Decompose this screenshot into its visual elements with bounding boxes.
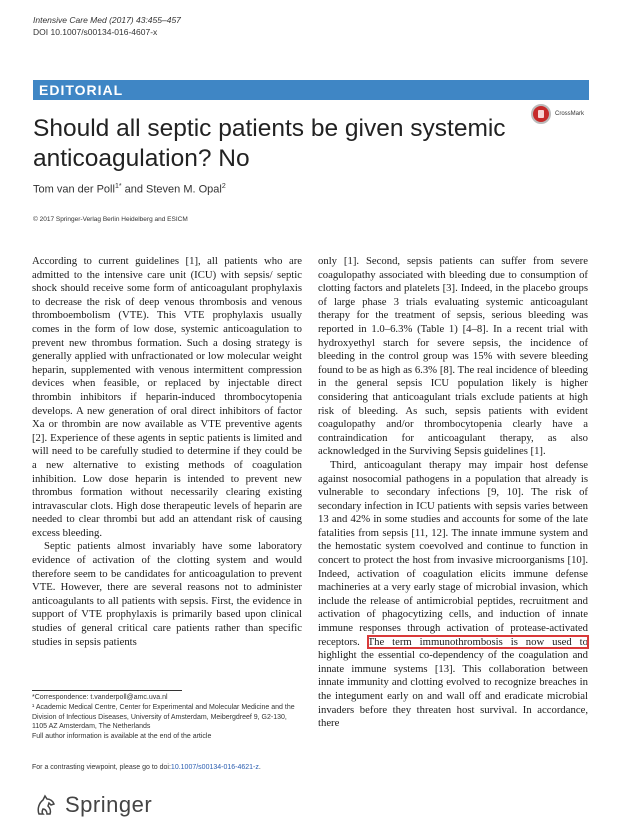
section-label: EDITORIAL — [39, 82, 124, 98]
article-title: Should all septic patients be given systemic anticoagulation? No — [33, 115, 506, 172]
author-conjunction: and — [121, 183, 147, 196]
body-paragraph: According to current guidelines [1], all patients who are admitted to the intensive care unit (ICU) with sepsis/ septic shock should receive some form of anticoagulant prophylaxis to decrease the risk of deep venous thrombosis and venous thromboembolism (VTE). This VTE prophylaxis usually comes in the form of low dose, systemic anticoagulation to prevent new thrombus formation. Such a dosing strategy is generally applied with unfractionated or low molecular weight heparin, supplemented with venous intermittent compression devices when feasible, or replaced by injectable direct thrombin inhibitors if heparin-induced thrombocytopenia develops. A new generation of oral direct inhibitors of factor Xa or thrombin are now available as VTE preventive agents [2]. Experience of these agents in septic patients is limited and will need to be carefully studied to determine if they could be a new alternative to existing methods of coagulation inhibition. Low dose heparin is intended to prevent new thrombus formation without necessarily clearing existing intravascular clots. High dose therapeutic levels of heparin are needed to clear thrombi but add an attendant risk of causing excess bleeding. — [32, 255, 302, 539]
footnote-divider — [32, 690, 182, 691]
author-info-note: Full author information is available at the end of the article — [32, 733, 212, 741]
doi-label: DOI 10.1007/s00134-016-4607-x — [33, 27, 158, 37]
author-affiliation-mark: 1* — [114, 183, 122, 190]
footnotes — [32, 693, 302, 742]
crossmark-label: CrossMark — [555, 111, 585, 117]
affiliation-note: ¹ Academic Medical Centre, Center for Experimental and Molecular Medicine and the Division of Infectious Diseases, University of Amsterdam, Meibergdreef 9, G2-130, 1105 AZ Amsterdam, The Netherlands — [32, 703, 295, 731]
correspondence-note: *Correspondence: t.vanderpoll@amc.uva.nl — [32, 694, 168, 701]
body-text: Third, anticoagulant therapy may impair host defense against nosocomial pathogens in a population that already is vulnerable to secondary infections [9, 10]. The risk of secondary infection in ICU patients with sepsis varies between 13 and 42% in some studies and accounts for some of the late fatalities from sepsis [11, 12]. The innate immune system and the hemostatic system coevolved and continue to function in concert to protect the host from invasive microorganisms [10]. Indeed, activation of coagulation elicits immune defense machineries at a very early stage of microbial invasion, which include the release of antimicrobial peptides, recruitment and activation of phagocytizing cells, and induction of innate immune responses through activation of protease-activated receptors. — [318, 458, 588, 648]
editorial-section-bar — [33, 80, 589, 100]
author-affiliation-mark: 2 — [221, 183, 226, 190]
contrast-prefix: For a contrasting viewpoint, please go to doi: — [32, 764, 171, 771]
body-paragraph — [318, 459, 588, 731]
body-text: highlight the essential co-dependency of the coagulation and innate immune systems [13]. This collaboration between innate immunity and clotting evolved to recognize breaches in the integument early on and wall off and eradicate microbial invaders before they threaten host survival. In accordance, there — [318, 649, 588, 730]
copyright-notice: © 2017 Springer-Verlag Berlin Heidelberg and ESICM — [33, 216, 188, 223]
author-name[interactable]: Tom van der Poll — [33, 183, 115, 196]
publisher-name: Springer — [65, 792, 153, 817]
highlighted-text: The term immunothrombosis is now used to — [367, 635, 588, 648]
body-paragraph: Septic patients almost invariably have some laboratory evidence of activation of the clotting system and would therefore seem to be candidates for anticoagulation to prevent VTE. However, there are several reasons not to administer anticoagulants to all patients with sepsis. First, the evidence in support of VTE prophylaxis is primarily based upon clinical studies of general critical care patients rather than specific studies in sepsis patients — [32, 540, 302, 648]
contrast-suffix: . — [258, 764, 261, 771]
body-paragraph: only [1]. Second, sepsis patients can suffer from severe coagulopathy associated with bleeding due to consumption of clotting factors and platelets [3]. Indeed, in the placebo groups of large phase 3 trials evaluating systemic anticoagulant therapy for the treatment of sepsis, serious bleeding was reported in 1.0–6.3% (Table 1) [4–8]. In a recent trial with hydroxyethyl starch for severe sepsis, the incidence of bleeding in the control group was 15% with severe bleeding found to be as high as 6.3% [8]. The real incidence of bleeding in the general sepsis ICU population likely is higher considering that anticoagulant trials exclude patients at high risk of bleeding. As such, sepsis patients with evident coagulopathy and/or thrombocytopenia clearly have a contraindication for anticoagulant therapy, as also acknowledged in the Surviving Sepsis guidelines [1]. — [318, 255, 588, 458]
contrast-doi-link[interactable]: 10.1007/s00134-016-4621-z — [170, 764, 259, 771]
springer-horse-icon — [33, 792, 59, 818]
author-line — [33, 183, 226, 196]
journal-citation: Intensive Care Med (2017) 43:455–457 — [33, 15, 181, 25]
publisher-logo — [33, 792, 152, 818]
author-name[interactable]: Steven M. Opal — [146, 183, 222, 196]
contrasting-viewpoint-note — [32, 764, 261, 771]
crossmark-icon[interactable] — [531, 104, 551, 124]
crossmark-badge[interactable] — [531, 104, 584, 124]
body-column-left — [32, 255, 302, 649]
body-column-right — [318, 255, 588, 731]
